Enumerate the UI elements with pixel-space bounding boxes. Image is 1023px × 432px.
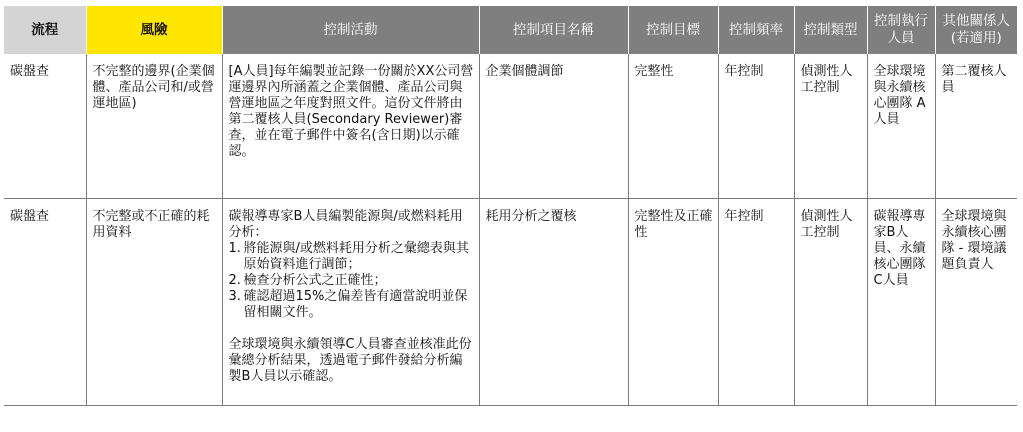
cell-control-type: 偵測性人工控制 <box>794 199 867 406</box>
cell-control-item-name: 耗用分析之覆核 <box>479 199 628 406</box>
activity-steps <box>229 241 475 321</box>
table-row <box>4 199 1017 406</box>
control-matrix <box>4 6 1017 406</box>
cell-control-activity <box>222 199 479 406</box>
cell-control-objective: 完整性及正確性 <box>628 199 718 406</box>
step-text: 確認超過15%之偏差皆有適當說明並保留相關文件。 <box>243 289 468 320</box>
cell-control-objective: 完整性 <box>628 54 718 199</box>
step-number: 2. <box>228 273 241 288</box>
step-text: 檢查分析公式之正確性； <box>243 273 387 288</box>
cell-control-item-name: 企業個體調節 <box>479 54 628 199</box>
header-control-objective: 控制目標 <box>628 6 718 54</box>
control-table <box>4 6 1017 406</box>
paragraph-spacer <box>229 321 475 337</box>
cell-other-stakeholders: 第二覆核人員 <box>935 54 1017 199</box>
cell-risk: 不完整的邊界(企業個體、產品公司和/或營運地區) <box>86 54 222 199</box>
cell-control-frequency: 年控制 <box>718 199 794 406</box>
cell-other-stakeholders: 全球環境與永續核心團隊 - 環境議題負責人 <box>935 199 1017 406</box>
header-control-executor: 控制執行人員 <box>867 6 935 54</box>
step-number: 1. <box>228 241 241 256</box>
activity-step <box>229 241 475 273</box>
cell-control-executor: 全球環境與永續核心團隊 A人員 <box>867 54 935 199</box>
step-text: 將能源與/或燃料耗用分析之彙總表與其原始資料進行調節； <box>243 241 469 272</box>
header-control-activity: 控制活動 <box>222 6 479 54</box>
activity-text: [A人員]每年編製並記錄一份關於XX公司營運邊界內所涵蓋之企業個體、產品公司與營運地區之年度對照文件。這份文件將由第二覆核人員(Secondary Reviewer)審查，並在電子郵件中簽名(含日期)以示確認。 <box>228 64 474 159</box>
header-other-stakeholders: 其他關係人 (若適用) <box>935 6 1017 54</box>
header-process: 流程 <box>4 6 86 54</box>
cell-process: 碳盤查 <box>4 54 86 199</box>
cell-control-executor: 碳報導專家B人員、永續核心團隊C人員 <box>867 199 935 406</box>
activity-intro: 碳報導專家B人員編製能源與/或燃料耗用分析： <box>228 209 463 240</box>
cell-control-frequency: 年控制 <box>718 54 794 199</box>
header-control-frequency: 控制頻率 <box>718 6 794 54</box>
activity-step <box>229 289 475 321</box>
activity-closing: 全球環境與永續領導C人員審查並核准此份彙總分析結果，透過電子郵件發給分析編製B人員以示確認。 <box>228 337 472 384</box>
table-row <box>4 54 1017 199</box>
header-control-item-name: 控制項目名稱 <box>479 6 628 54</box>
cell-control-type: 偵測性人工控制 <box>794 54 867 199</box>
header-control-type: 控制類型 <box>794 6 867 54</box>
cell-process: 碳盤查 <box>4 199 86 406</box>
activity-step <box>229 273 475 289</box>
step-number: 3. <box>228 289 241 304</box>
cell-control-activity <box>222 54 479 199</box>
cell-risk: 不完整或不正確的耗用資料 <box>86 199 222 406</box>
header-row <box>4 6 1017 54</box>
header-risk: 風險 <box>86 6 222 54</box>
